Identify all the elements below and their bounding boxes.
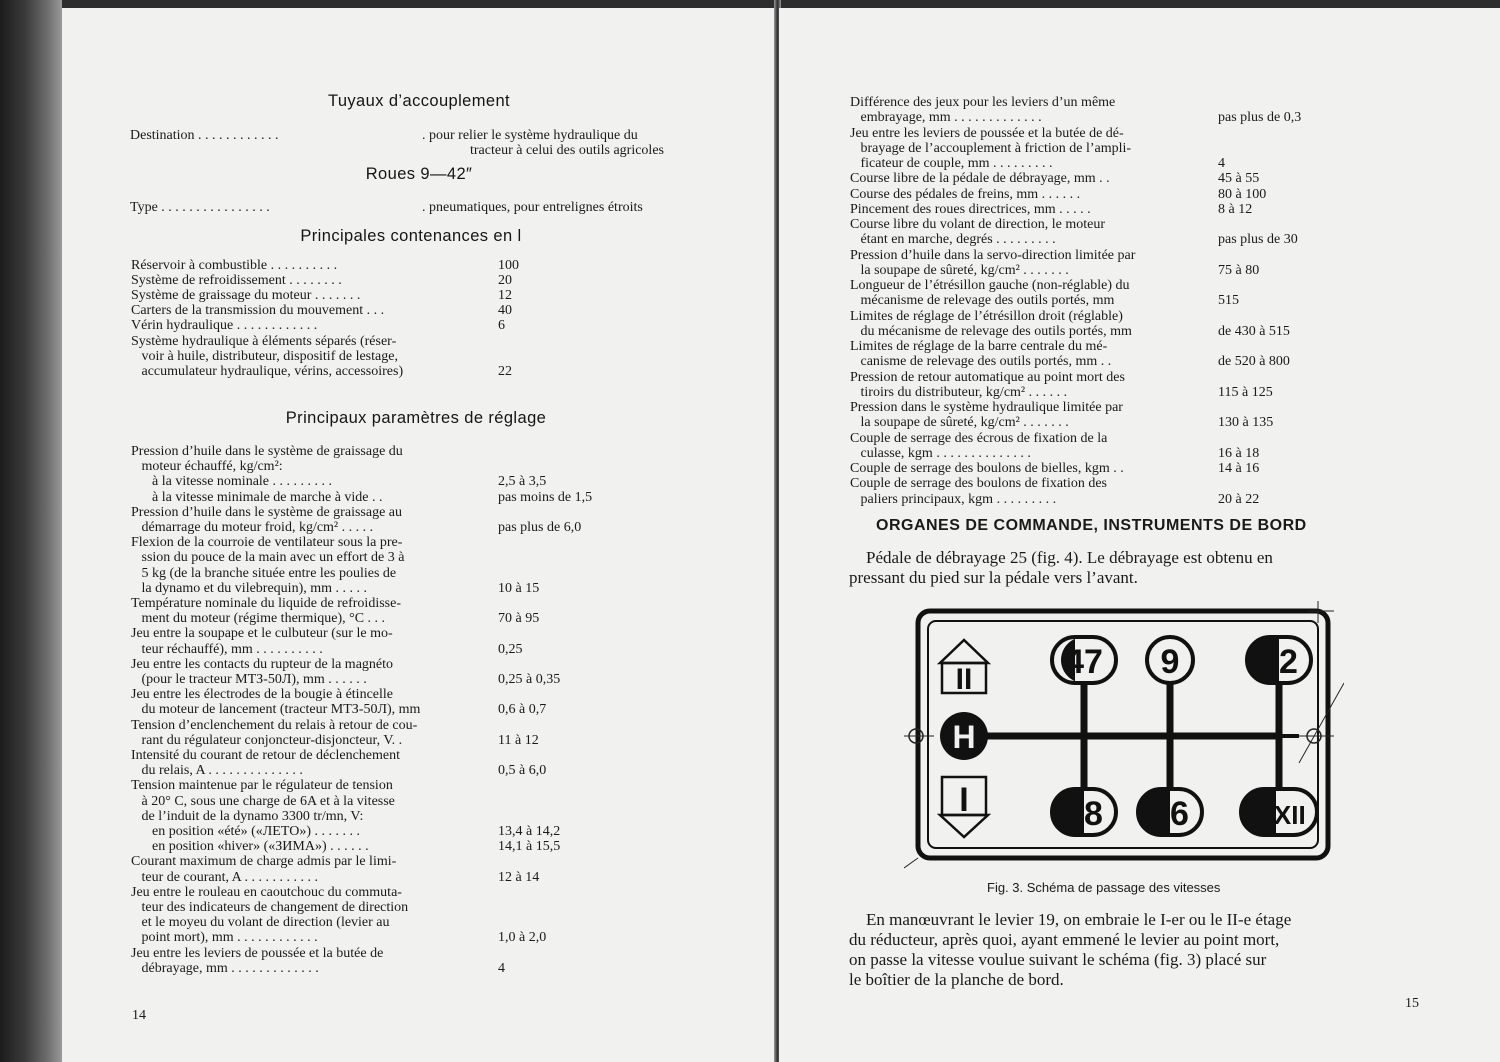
param-value: 130 à 135 bbox=[1218, 415, 1274, 431]
param-label: moteur échauffé, kg/cm²: bbox=[131, 459, 283, 475]
reducer-high-label: II bbox=[955, 663, 973, 696]
paragraph2-line2: du réducteur, après quoi, ayant emmené le levier au point mort, bbox=[849, 930, 1280, 949]
param-value: 14,1 à 15,5 bbox=[498, 839, 561, 855]
param-label: en position «été» («ЛЕТО») . . . . . . . bbox=[131, 824, 360, 839]
param-label: à 20° C, sous une charge de 6A et à la vitesse bbox=[131, 793, 395, 809]
param-label: Système hydraulique à éléments séparés (réser- bbox=[131, 333, 397, 349]
param-label: Tension maintenue par le régulateur de tension bbox=[131, 778, 393, 794]
tuyaux-value-2: tracteur à celui des outils agricoles bbox=[470, 143, 664, 158]
param-label: canisme de relevage des outils portés, mm . . bbox=[850, 354, 1112, 370]
param-value: 0,5 à 6,0 bbox=[498, 763, 547, 779]
reducer-low-label: I bbox=[959, 781, 969, 819]
param-label: Jeu entre les électrodes de la bougie à étincelle bbox=[131, 687, 393, 703]
param-label: teur de courant, A . . . . . . . . . . . bbox=[131, 869, 319, 885]
param-value: 22 bbox=[498, 363, 512, 379]
param-value: pas plus de 0,3 bbox=[1218, 110, 1302, 126]
right-page bbox=[779, 8, 1500, 1062]
param-label: ssion du pouce de la main avec un effort de 3 à bbox=[131, 550, 405, 566]
param-label: étant en marche, degrés . . . . . . . . . bbox=[850, 232, 1056, 248]
param-label: Différence des jeux pour les leviers d’un même bbox=[850, 95, 1116, 110]
tuyaux-value-1: . pour relier le système hydraulique du bbox=[422, 128, 638, 143]
param-value: pas moins de 1,5 bbox=[498, 489, 593, 505]
param-value: 12 à 14 bbox=[498, 869, 540, 885]
param-label: voir à huile, distributeur, dispositif de lestage, bbox=[131, 348, 398, 364]
param-value: 0,25 bbox=[498, 641, 523, 657]
param-label: teur réchauffé), mm . . . . . . . . . . bbox=[131, 641, 323, 657]
param-value: 14 à 16 bbox=[1218, 461, 1260, 476]
param-label: Tension d’enclenchement du relais à retour de cou- bbox=[131, 717, 418, 733]
param-label: Jeu entre les leviers de poussée et la butée de dé- bbox=[850, 125, 1124, 141]
param-value: 20 à 22 bbox=[1218, 491, 1260, 507]
neutral-label: H bbox=[952, 719, 976, 755]
param-value: 0,6 à 0,7 bbox=[498, 702, 547, 718]
param-label: ment du moteur (régime thermique), °C . . . bbox=[131, 611, 386, 627]
param-label: Couple de serrage des boulons de fixation des bbox=[850, 476, 1107, 492]
param-label: du moteur de lancement (tracteur МТЗ-50Л), mm bbox=[131, 702, 421, 718]
param-label: du mécanisme de relevage des outils portés, mm bbox=[850, 323, 1132, 339]
heading-reglage: Principaux paramètres de réglage bbox=[285, 409, 547, 427]
param-label: du relais, A . . . . . . . . . . . . . . bbox=[131, 763, 303, 779]
param-value: 12 bbox=[498, 288, 512, 304]
gear-shift-diagram bbox=[904, 593, 1344, 873]
page-number-right: 15 bbox=[1405, 996, 1419, 1011]
param-label: débrayage, mm . . . . . . . . . . . . . bbox=[131, 960, 319, 976]
param-label: Vérin hydraulique . . . . . . . . . . . . bbox=[131, 318, 318, 334]
paragraph1-line1: Pédale de débrayage 25 (fig. 4). Le débrayage est obtenu en bbox=[849, 548, 1273, 567]
arrow-up-icon bbox=[940, 640, 988, 663]
gear-bottom-3: I3XII bbox=[1252, 800, 1306, 830]
param-label: Jeu entre les leviers de poussée et la butée de bbox=[131, 945, 384, 961]
param-value: de 430 à 515 bbox=[1218, 323, 1290, 339]
param-label: Couple de serrage des écrous de fixation de la bbox=[850, 430, 1108, 446]
param-value: 40 bbox=[498, 303, 512, 319]
gear-top-1: 47 bbox=[1065, 643, 1103, 681]
paragraph1-line2: pressant du pied sur la pédale vers l’avant. bbox=[849, 568, 1138, 587]
param-label: Course libre de la pédale de débrayage, mm . . bbox=[850, 171, 1110, 187]
roues-label: Type . . . . . . . . . . . . . . . . bbox=[130, 200, 270, 215]
param-label: tiroirs du distributeur, kg/cm² . . . . . . bbox=[850, 384, 1068, 400]
param-value: 2,5 à 3,5 bbox=[498, 474, 547, 490]
param-value: 11 à 12 bbox=[498, 732, 539, 748]
param-label: Limites de réglage de l’étrésillon droit (réglable) bbox=[850, 308, 1123, 324]
param-label: Flexion de la courroie de ventilateur sous la pre- bbox=[131, 535, 403, 551]
param-label: Carters de la transmission du mouvement . . . bbox=[131, 303, 385, 319]
left-page bbox=[62, 8, 776, 1062]
param-label: Jeu entre les contacts du rupteur de la magnéto bbox=[131, 656, 394, 672]
heading-contenances: Principales contenances en l bbox=[300, 227, 522, 245]
param-label: Intensité du courant de retour de déclenchement bbox=[131, 748, 400, 763]
gear-bottom-1: 68 bbox=[1065, 795, 1103, 833]
param-value: 4 bbox=[1218, 156, 1225, 171]
param-label: Courant maximum de charge admis par le limi- bbox=[131, 854, 397, 870]
param-label: de l’induit de la dynamo 3300 tr/mn, V: bbox=[131, 808, 364, 824]
param-label: à la vitesse minimale de marche à vide . . bbox=[131, 489, 383, 505]
param-label: mécanisme de relevage des outils portés, mm bbox=[850, 293, 1115, 309]
param-value: pas plus de 6,0 bbox=[498, 520, 582, 535]
param-value: 75 à 80 bbox=[1218, 262, 1260, 278]
param-label: (pour le tracteur МТЗ-50Л), mm . . . . . . bbox=[131, 672, 367, 687]
param-label: Longueur de l’étrésillon gauche (non-réglable) du bbox=[850, 278, 1130, 293]
param-label: Pression d’huile dans le système de graissage du bbox=[131, 444, 403, 459]
tuyaux-label: Destination . . . . . . . . . . . . bbox=[130, 128, 279, 143]
gear-top-2: 9 bbox=[1160, 643, 1180, 681]
param-label: en position «hiver» («ЗИМА») . . . . . . bbox=[131, 839, 369, 855]
heading-roues: Roues 9—42″ bbox=[365, 165, 473, 183]
param-value: de 520 à 800 bbox=[1218, 354, 1290, 370]
param-value: 515 bbox=[1218, 293, 1239, 309]
gear-top-3: 12 bbox=[1260, 643, 1298, 681]
param-label: Pression de retour automatique au point mort des bbox=[850, 369, 1125, 385]
param-label: Système de graissage du moteur . . . . . . . bbox=[131, 288, 361, 304]
param-label: à la vitesse nominale . . . . . . . . . bbox=[131, 474, 333, 490]
param-value: 45 à 55 bbox=[1218, 171, 1260, 187]
param-value: 80 à 100 bbox=[1218, 186, 1267, 202]
paragraph2-line3: on passe la vitesse voulue suivant le schéma (fig. 3) placé sur bbox=[849, 950, 1267, 969]
paragraph2-line4: le boîtier de la planche de bord. bbox=[849, 970, 1064, 989]
param-label: accumulateur hydraulique, vérins, accessoires) bbox=[131, 363, 404, 379]
param-value: 13,4 à 14,2 bbox=[498, 824, 561, 839]
param-label: Pincement des roues directrices, mm . . . . . bbox=[850, 201, 1091, 217]
param-label: rant du régulateur conjoncteur-disjoncteur, V. . bbox=[131, 732, 403, 748]
param-value: pas plus de 30 bbox=[1218, 232, 1298, 248]
param-label: Pression d’huile dans la servo-direction limitée par bbox=[850, 247, 1136, 263]
param-label: Température nominale du liquide de refroidisse- bbox=[131, 596, 401, 611]
param-label: paliers principaux, kgm . . . . . . . . . bbox=[850, 491, 1057, 507]
param-label: Système de refroidissement . . . . . . . . bbox=[131, 273, 342, 289]
param-label: et le moyeu du volant de direction (levier au bbox=[131, 915, 390, 931]
roues-value: . pneumatiques, pour entrelignes étroits bbox=[422, 200, 643, 215]
param-label: ficateur de couple, mm . . . . . . . . . bbox=[850, 156, 1053, 171]
book-cover-edge bbox=[0, 0, 62, 1062]
paragraph2-line1: En manœuvrant le levier 19, on embraie le I-er ou le II-e étage bbox=[849, 910, 1292, 929]
gate-verticals bbox=[1084, 683, 1279, 803]
param-label: Pression d’huile dans le système de graissage au bbox=[131, 504, 402, 520]
figure-caption: Fig. 3. Schéma de passage des vitesses bbox=[987, 880, 1221, 895]
param-label: Course des pédales de freins, mm . . . . . . bbox=[850, 186, 1081, 202]
param-label: Jeu entre le rouleau en caoutchouc du commuta- bbox=[131, 884, 402, 900]
param-label: la soupape de sûreté, kg/cm² . . . . . . . bbox=[850, 415, 1069, 431]
param-label: brayage de l’accouplement à friction de l’ampli- bbox=[850, 140, 1132, 156]
param-label: Réservoir à combustible . . . . . . . . . . bbox=[131, 258, 338, 273]
param-value: 70 à 95 bbox=[498, 611, 540, 627]
param-value: 8 à 12 bbox=[1218, 201, 1253, 217]
param-label: Limites de réglage de la barre centrale du mé- bbox=[850, 339, 1108, 354]
param-value: 16 à 18 bbox=[1218, 445, 1260, 461]
section-heading-organes: ORGANES DE COMMANDE, INSTRUMENTS DE BORD bbox=[876, 517, 1307, 534]
param-label: la dynamo et du vilebrequin), mm . . . . . bbox=[131, 580, 368, 596]
page-number-left: 14 bbox=[132, 1008, 146, 1023]
gear-bottom-2: 36 bbox=[1151, 795, 1189, 833]
param-value: 1,0 à 2,0 bbox=[498, 930, 547, 946]
param-value: 115 à 125 bbox=[1218, 384, 1273, 400]
param-value: 10 à 15 bbox=[498, 580, 540, 596]
param-label: Course libre du volant de direction, le moteur bbox=[850, 217, 1106, 232]
param-label: Jeu entre la soupape et le culbuteur (sur le mo- bbox=[131, 626, 393, 642]
param-value: 6 bbox=[498, 318, 505, 334]
param-label: culasse, kgm . . . . . . . . . . . . . . bbox=[850, 445, 1031, 461]
heading-tuyaux: Tuyaux d’accouplement bbox=[327, 92, 511, 110]
param-label: point mort), mm . . . . . . . . . . . . bbox=[131, 930, 318, 946]
param-label: démarrage du moteur froid, kg/cm² . . . . . bbox=[131, 520, 374, 535]
param-label: 5 kg (de la branche située entre les poulies de bbox=[131, 565, 397, 581]
param-value: 20 bbox=[498, 273, 512, 289]
param-label: Couple de serrage des boulons de bielles, kgm . . bbox=[850, 461, 1124, 476]
param-label: teur des indicateurs de changement de direction bbox=[131, 900, 409, 915]
param-value: 4 bbox=[498, 960, 505, 976]
param-label: la soupape de sûreté, kg/cm² . . . . . . . bbox=[850, 262, 1069, 278]
param-value: 0,25 à 0,35 bbox=[498, 672, 561, 687]
param-label: Pression dans le système hydraulique limitée par bbox=[850, 400, 1123, 415]
param-label: embrayage, mm . . . . . . . . . . . . . bbox=[850, 110, 1042, 126]
param-value: 100 bbox=[498, 258, 519, 273]
